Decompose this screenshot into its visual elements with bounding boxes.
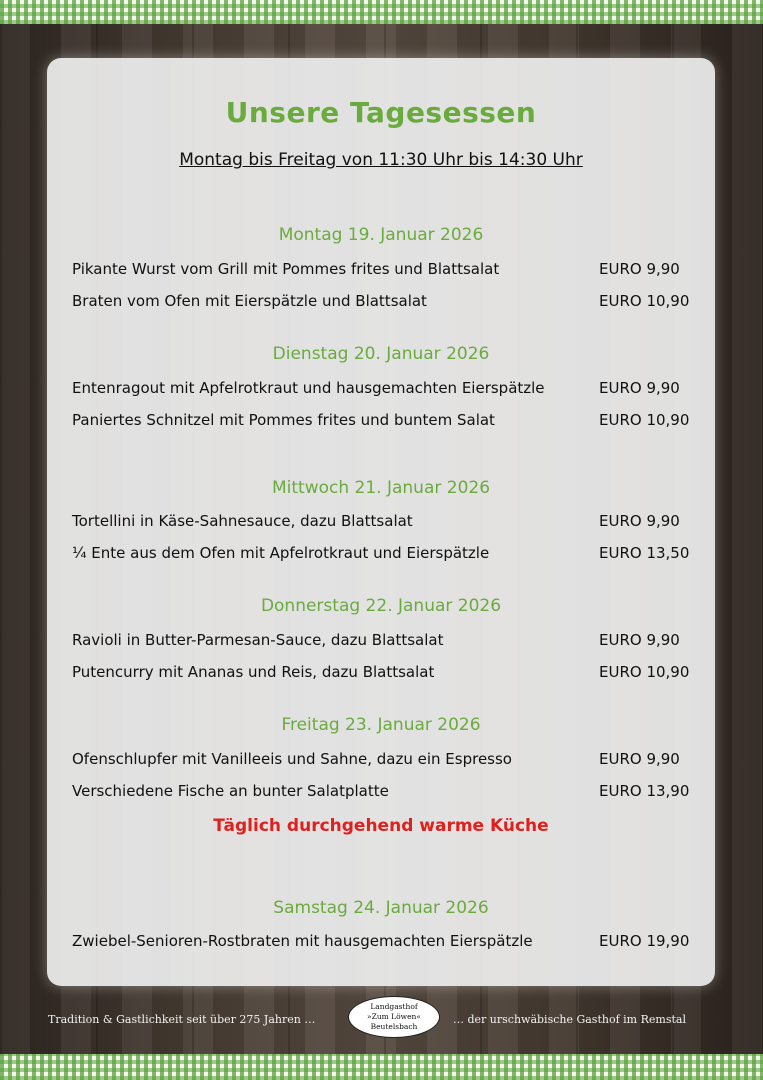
dish-row	[72, 663, 692, 687]
dish-price: EURO 9,90	[599, 631, 680, 649]
dish-row	[72, 631, 692, 655]
logo-line: »Zum Löwen«	[367, 1012, 421, 1021]
dish-row	[72, 512, 692, 536]
logo-line: Beutelsbach	[370, 1022, 418, 1031]
dish-price: EURO 9,90	[599, 379, 680, 397]
dish-name: Putencurry mit Ananas und Reis, dazu Blattsalat	[72, 663, 435, 681]
dish-price: EURO 13,90	[599, 782, 690, 800]
day-heading-thursday: Donnerstag 22. Januar 2026	[260, 596, 502, 616]
footer-tagline-right: … der urschwäbische Gasthof im Remstal	[453, 1013, 686, 1026]
dish-name: ¼ Ente aus dem Ofen mit Apfelrotkraut und Eierspätzle	[72, 544, 490, 562]
dish-row	[72, 411, 692, 435]
dish-price: EURO 9,90	[599, 512, 680, 530]
dish-price: EURO 9,90	[599, 260, 680, 278]
dish-row	[72, 544, 692, 568]
dish-price: EURO 9,90	[599, 750, 680, 768]
dish-row	[72, 750, 692, 774]
dish-name: Ravioli in Butter-Parmesan-Sauce, dazu Blattsalat	[72, 631, 444, 649]
dish-price: EURO 13,50	[599, 544, 690, 562]
checkered-border-bottom	[0, 1054, 763, 1080]
dish-row	[72, 932, 692, 956]
dish-name: Paniertes Schnitzel mit Pommes frites und buntem Salat	[72, 411, 495, 429]
logo-line: Landgasthof	[370, 1002, 418, 1011]
menu-board	[47, 58, 715, 986]
menu-title: Unsere Tagesessen	[225, 96, 537, 129]
dish-price: EURO 10,90	[599, 292, 690, 310]
dish-name: Tortellini in Käse-Sahnesauce, dazu Blattsalat	[72, 512, 413, 530]
dish-name: Ofenschlupfer mit Vanilleeis und Sahne, dazu ein Espresso	[72, 750, 512, 768]
footer-tagline-left: Tradition & Gastlichkeit seit über 275 Jahren …	[48, 1013, 316, 1026]
dish-name: Zwiebel-Senioren-Rostbraten mit hausgemachten Eierspätzle	[72, 932, 533, 950]
checkered-border-top	[0, 0, 763, 24]
dish-row	[72, 782, 692, 806]
gasthof-logo	[348, 996, 440, 1038]
dish-name: Verschiedene Fische an bunter Salatplatte	[72, 782, 389, 800]
day-heading-friday: Freitag 23. Januar 2026	[281, 715, 481, 735]
dish-price: EURO 10,90	[599, 663, 690, 681]
day-heading-wednesday: Mittwoch 21. Januar 2026	[271, 478, 491, 498]
day-heading-monday: Montag 19. Januar 2026	[278, 225, 484, 245]
day-heading-saturday: Samstag 24. Januar 2026	[273, 898, 489, 918]
dish-row	[72, 379, 692, 403]
dish-price: EURO 10,90	[599, 411, 690, 429]
dish-row	[72, 260, 692, 284]
dish-price: EURO 19,90	[599, 932, 690, 950]
dish-name: Entenragout mit Apfelrotkraut und hausgemachten Eierspätzle	[72, 379, 545, 397]
day-heading-tuesday: Dienstag 20. Januar 2026	[272, 344, 490, 364]
dish-name: Braten vom Ofen mit Eierspätzle und Blattsalat	[72, 292, 427, 310]
opening-hours: Montag bis Freitag von 11:30 Uhr bis 14:30 Uhr	[179, 150, 583, 170]
dish-name: Pikante Wurst vom Grill mit Pommes frites und Blattsalat	[72, 260, 500, 278]
dish-row	[72, 292, 692, 316]
warm-kitchen-notice: Täglich durchgehend warme Küche	[213, 816, 549, 836]
